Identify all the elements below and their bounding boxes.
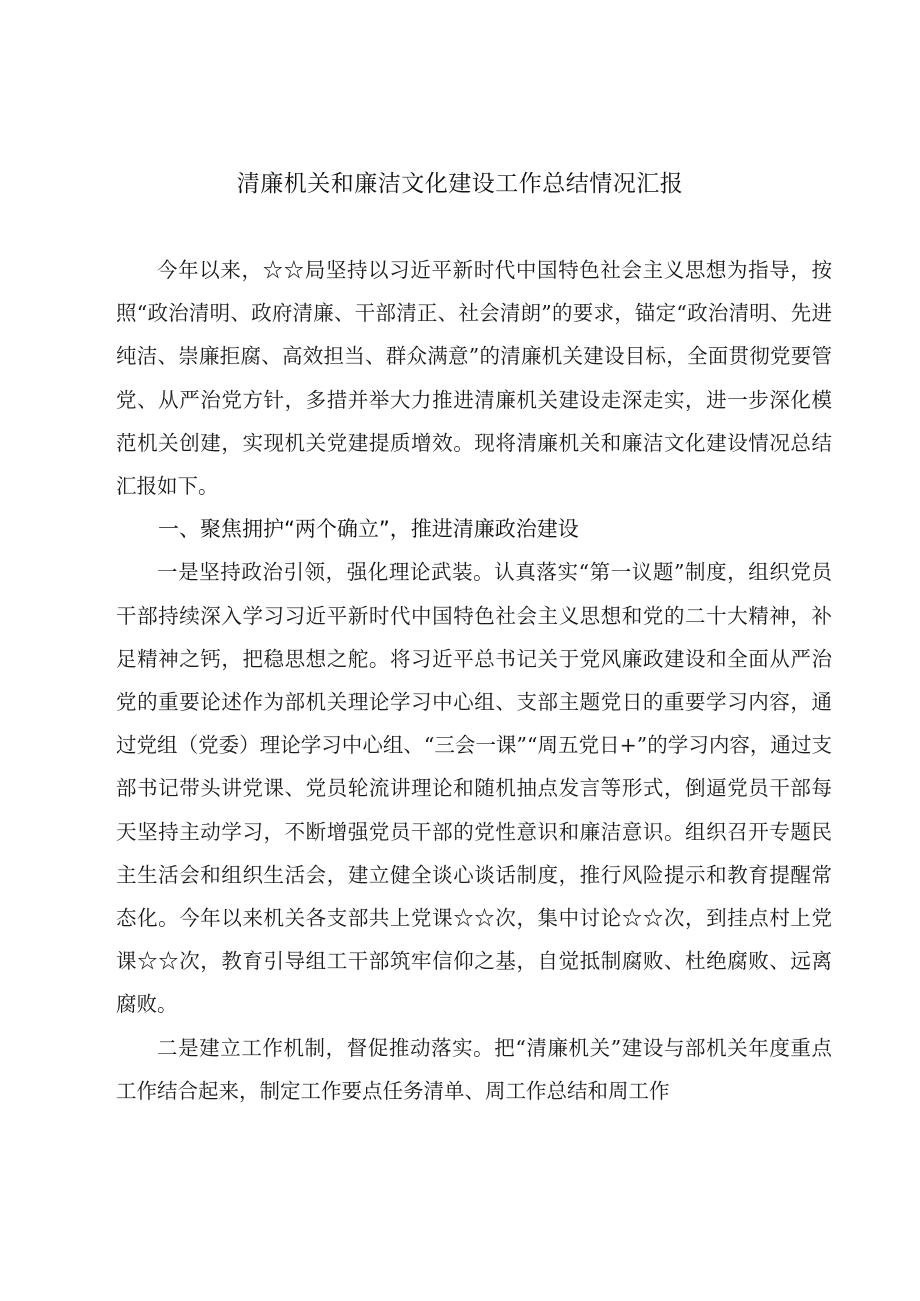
paragraph-point-2: 二是建立工作机制，督促推动落实。把“清廉机关”建设与部机关年度重点工作结合起来，制定工作要点任务清单、周工作总结和周工作 (116, 1035, 832, 1103)
paragraph-intro: 今年以来，☆☆局坚持以习近平新时代中国特色社会主义思想为指导，按照“政治清明、政府清廉、干部清正、社会清朗”的要求，锚定“政治清明、先进纯洁、崇廉拒腐、高效担当、群众满意”的清廉机关建设目标，全面贯彻党要管党、从严治党方针，多措并举大力推进清廉机关建设走深走实，进一步深化模范机关创建，实现机关党建提质增效。现将清廉机关和廉洁文化建设情况总结汇报如下。 (116, 258, 832, 499)
section-heading-1: 一、聚焦拥护“两个确立”，推进清廉政治建设 (158, 517, 579, 542)
document-title: 清廉机关和廉洁文化建设工作总结情况汇报 (236, 171, 684, 197)
paragraph-point-1: 一是坚持政治引领，强化理论武装。认真落实“第一议题”制度，组织党员干部持续深入学习习近平新时代中国特色社会主义思想和党的二十大精神，补足精神之钙，把稳思想之舵。将习近平总书记关于党风廉政建设和全面从严治党的重要论述作为部机关理论学习中心组、支部主题党日的重要学习内容，通过党组（党委）理论学习中心组、“三会一课”“周五党日+”的学习内容，通过支部书记带头讲党课、党员轮流讲理论和随机抽点发言等形式，倒逼党员干部每天坚持主动学习，不断增强党员干部的党性意识和廉洁意识。组织召开专题民主生活会和组织生活会，建立健全谈心谈话制度，推行风险提示和教育提醒常态化。今年以来机关各支部共上党课☆☆次，集中讨论☆☆次，到挂点村上党课☆☆次，教育引导组工干部筑牢信仰之基，自觉抵制腐败、杜绝腐败、远离腐败。 (116, 560, 832, 1017)
document-body (116, 249, 832, 1113)
